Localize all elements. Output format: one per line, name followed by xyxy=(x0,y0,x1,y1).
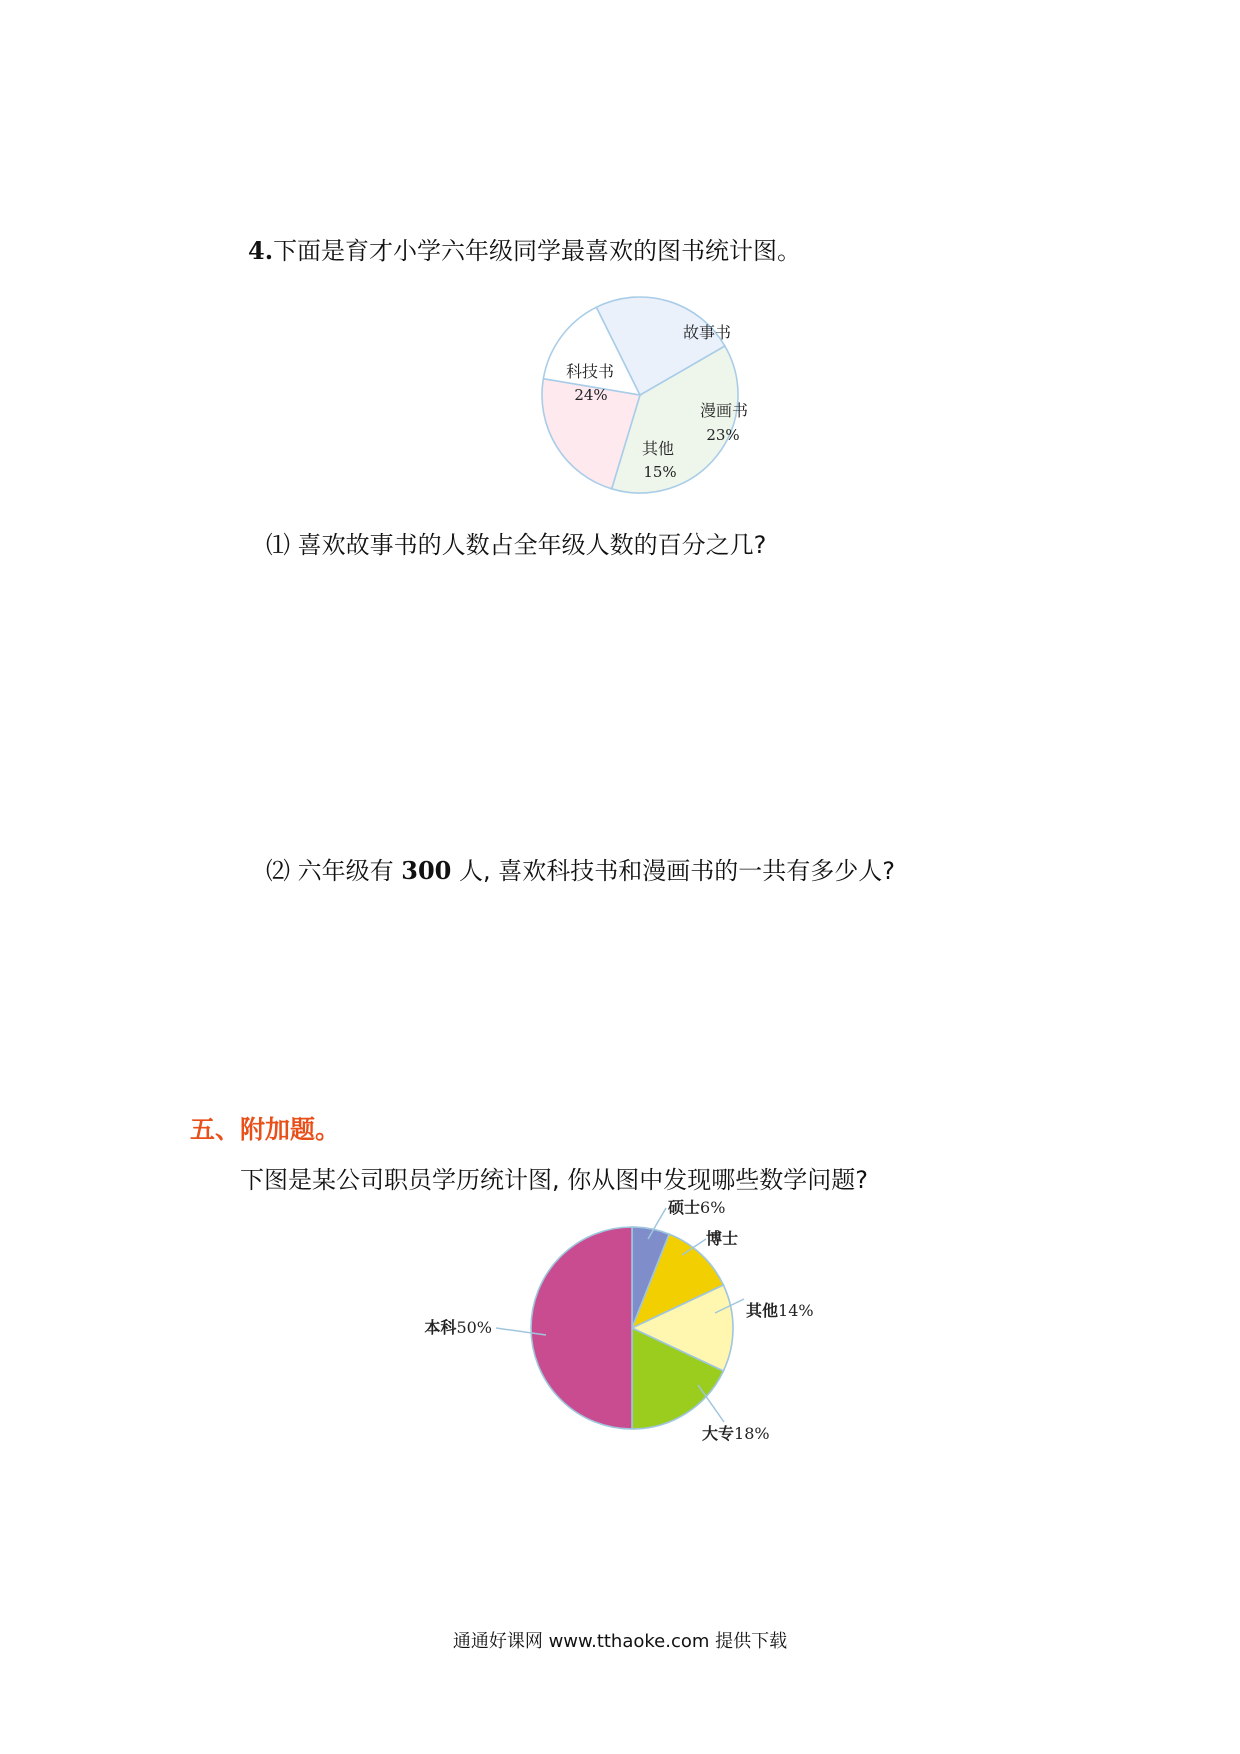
question-text: 下面是育才小学六年级同学最喜欢的图书统计图。 xyxy=(273,237,802,265)
slice-bachelor xyxy=(531,1227,632,1429)
slice-label-doctorate xyxy=(706,1229,738,1248)
slice-name-associate: 大专 xyxy=(702,1424,735,1443)
education-pie-chart xyxy=(400,1195,840,1455)
sub-question-2-number: 300 xyxy=(401,856,452,885)
question-4 xyxy=(248,231,801,266)
slice-name-doctorate: 博士 xyxy=(706,1229,739,1248)
slice-percent-science-books: 24% xyxy=(574,386,608,404)
slice-label-comics: 漫画书 xyxy=(699,401,749,420)
book-pie-chart xyxy=(530,290,750,500)
question-number: 4. xyxy=(248,236,274,265)
slice-percent-bachelor: 50% xyxy=(456,1318,492,1337)
slice-label-associate xyxy=(702,1424,770,1443)
sub-question-1: ⑴ 喜欢故事书的人数占全年级人数的百分之几? xyxy=(266,531,767,559)
footer-credit: 通通好课网 www.tthaoke.com 提供下载 xyxy=(452,1631,788,1652)
sub-question-2 xyxy=(266,851,895,886)
slice-name-bachelor: 本科 xyxy=(424,1318,457,1337)
slice-label-bachelor xyxy=(424,1318,492,1337)
sub-question-2-text-b: 人, 喜欢科技书和漫画书的一共有多少人? xyxy=(451,857,895,885)
slice-label-masters xyxy=(668,1198,725,1217)
slice-percent-masters: 6% xyxy=(700,1198,726,1217)
slice-percent-other: 14% xyxy=(778,1301,814,1320)
slice-label-other xyxy=(746,1301,814,1320)
slice-percent-comics: 23% xyxy=(706,426,740,444)
slice-label-other: 其他 xyxy=(641,439,675,458)
sub-question-2-text-a: ⑵ 六年级有 xyxy=(266,857,402,885)
section-5-title: 五、附加题。 xyxy=(190,1115,341,1144)
slice-label-science-books: 科技书 xyxy=(565,362,615,381)
slice-percent-associate: 18% xyxy=(734,1424,770,1443)
slice-name-masters: 硕士 xyxy=(668,1198,701,1217)
slice-name-other: 其他 xyxy=(746,1301,779,1320)
slice-label-story-books: 故事书 xyxy=(682,323,732,342)
slice-percent-other: 15% xyxy=(643,463,677,481)
section-5-intro: 下图是某公司职员学历统计图, 你从图中发现哪些数学问题? xyxy=(240,1166,868,1194)
